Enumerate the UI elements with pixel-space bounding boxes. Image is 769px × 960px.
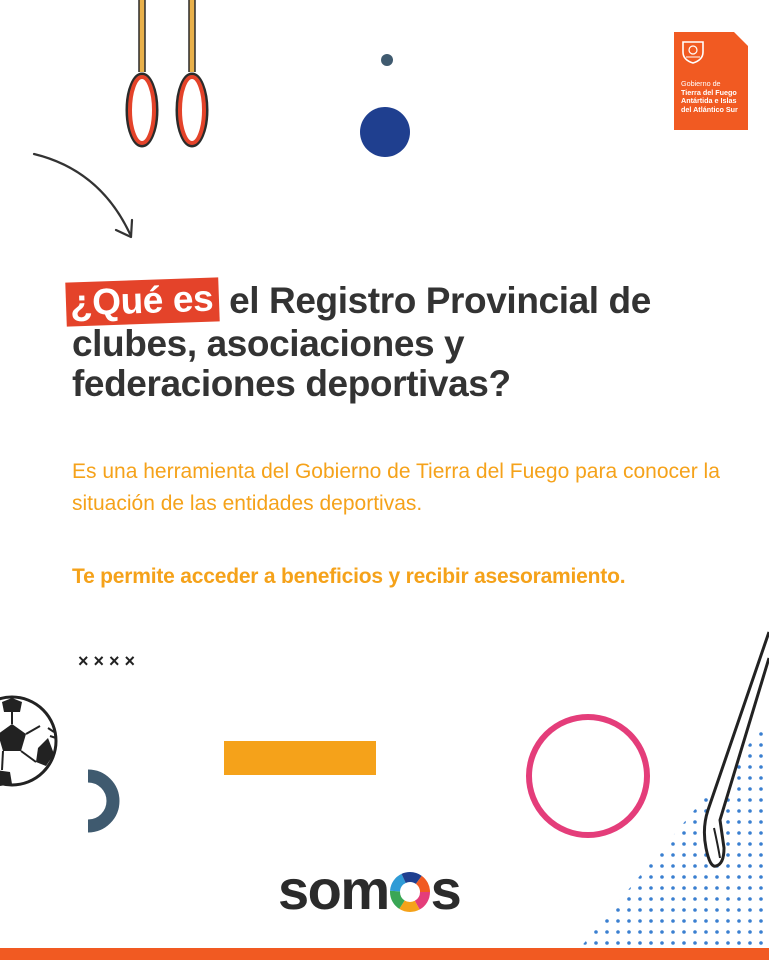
page-title xyxy=(69,277,692,404)
hockey-stick-icon xyxy=(680,628,769,878)
logo-line-3: Antártida e Islas xyxy=(681,96,737,106)
pink-circle xyxy=(524,712,652,840)
seal-icon xyxy=(680,38,706,64)
gymnastic-rings-icon xyxy=(120,0,220,155)
brand-logo xyxy=(278,860,460,920)
logo-line-1: Gobierno de xyxy=(681,79,721,88)
orange-bar xyxy=(224,741,376,775)
navy-dot xyxy=(359,106,411,158)
x-marks: ×××× xyxy=(78,651,141,671)
logo-corner-fold xyxy=(734,32,748,46)
title-line-3: federaciones deportivas? xyxy=(72,363,511,404)
government-logo xyxy=(674,32,748,130)
title-highlight: ¿Qué es xyxy=(65,277,220,326)
title-line-1: el Registro Provincial de xyxy=(219,280,651,321)
logo-text xyxy=(681,80,747,114)
arrow-icon xyxy=(30,150,140,245)
soccer-ball-icon xyxy=(0,688,58,794)
title-line-2: clubes, asociaciones y xyxy=(72,323,465,364)
bottom-accent-bar xyxy=(0,948,769,960)
logo-line-4: del Atlántico Sur xyxy=(681,104,738,114)
brand-text-start: som xyxy=(278,858,389,921)
benefits-paragraph: Te permite acceder a beneficios y recibir asesoramiento. xyxy=(72,565,626,588)
arc-shape xyxy=(84,766,124,836)
small-dot xyxy=(380,53,394,67)
brand-text-end: s xyxy=(430,858,461,921)
logo-line-2: Tierra del Fuego xyxy=(681,87,737,97)
description-paragraph: Es una herramienta del Gobierno de Tierra del Fuego para conocer la situación de las entidades deportivas. xyxy=(72,460,720,515)
brand-color-o-icon xyxy=(390,872,430,912)
